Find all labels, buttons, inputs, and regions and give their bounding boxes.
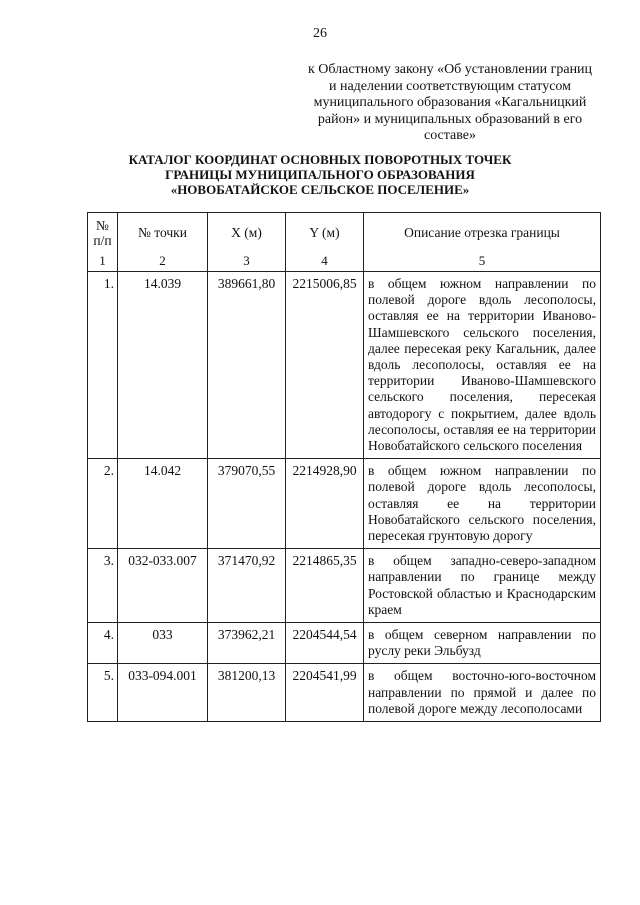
- point-id: 14.039: [118, 272, 208, 459]
- segment-description: в общем западно-северо-западном направлении по границе между Ростовской областью и Краснодарским краем: [364, 549, 601, 623]
- page-number: 26: [313, 26, 327, 41]
- point-id: 033-094.001: [118, 664, 208, 722]
- appendix-reference: к Областному закону «Об установлении границ и наделении соответствующим статусом муниципального образования «Кагальницкий район» и муниципальных образований в его составе»: [307, 62, 593, 143]
- row-number: 4.: [88, 623, 118, 664]
- table-row: [88, 623, 601, 664]
- row-number: 2.: [88, 459, 118, 549]
- point-id: 14.042: [118, 459, 208, 549]
- title-line-1: КАТАЛОГ КООРДИНАТ ОСНОВНЫХ ПОВОРОТНЫХ ТОЧЕК: [128, 152, 512, 167]
- x-coordinate: 373962,21: [208, 623, 286, 664]
- title-line-3: «НОВОБАТАЙСКОЕ СЕЛЬСКОЕ ПОСЕЛЕНИЕ»: [170, 182, 470, 197]
- table-row: [88, 272, 601, 459]
- y-coordinate: 2214865,35: [286, 549, 364, 623]
- y-coordinate: 2204541,99: [286, 664, 364, 722]
- column-number: 4: [286, 253, 364, 272]
- column-number: 2: [118, 253, 208, 272]
- segment-description: в общем северном направлении по руслу реки Эльбузд: [364, 623, 601, 664]
- table-row: [88, 459, 601, 549]
- point-id: 033: [118, 623, 208, 664]
- row-number: 5.: [88, 664, 118, 722]
- header-description: Описание отрезка границы: [364, 213, 601, 254]
- header-num-abbrev: п/п: [93, 233, 112, 248]
- header-row-number: [88, 213, 118, 254]
- row-number: 3.: [88, 549, 118, 623]
- segment-description: в общем восточно-юго-восточном направлении по прямой и далее по полевой дороге между лесополосами: [364, 664, 601, 722]
- y-coordinate: 2215006,85: [286, 272, 364, 459]
- x-coordinate: 371470,92: [208, 549, 286, 623]
- table-row: [88, 549, 601, 623]
- segment-description: в общем южном направлении по полевой дороге вдоль лесополосы, оставляя ее на территории Иваново-Шамшевского сельского поселения, далее пересекая реку Кагальник, далее вдоль лесополосы, оставляя ее на территории Иваново-Шамшевского сельского поселения, пересекая автодорогу с покрытием, далее вдоль лесополосы, оставляя ее на территории Новобатайского сельского поселения: [364, 272, 601, 459]
- segment-description: в общем южном направлении по полевой дороге вдоль лесополосы, оставляя ее на территории Новобатайского сельского поселения, пересекая грунтовую дорогу: [364, 459, 601, 549]
- coordinates-table: [87, 212, 601, 722]
- header-y: Y (м): [286, 213, 364, 254]
- column-number: 3: [208, 253, 286, 272]
- table-header-row: [88, 213, 601, 254]
- point-id: 032-033.007: [118, 549, 208, 623]
- header-x: X (м): [208, 213, 286, 254]
- x-coordinate: 381200,13: [208, 664, 286, 722]
- title-line-2: ГРАНИЦЫ МУНИЦИПАЛЬНОГО ОБРАЗОВАНИЯ: [165, 167, 475, 182]
- header-point: № точки: [118, 213, 208, 254]
- x-coordinate: 389661,80: [208, 272, 286, 459]
- y-coordinate: 2204544,54: [286, 623, 364, 664]
- column-number: 1: [88, 253, 118, 272]
- table-row: [88, 664, 601, 722]
- y-coordinate: 2214928,90: [286, 459, 364, 549]
- column-number-row: [88, 253, 601, 272]
- header-num-symbol: №: [96, 218, 109, 233]
- catalog-title: [90, 152, 550, 197]
- column-number: 5: [364, 253, 601, 272]
- x-coordinate: 379070,55: [208, 459, 286, 549]
- row-number: 1.: [88, 272, 118, 459]
